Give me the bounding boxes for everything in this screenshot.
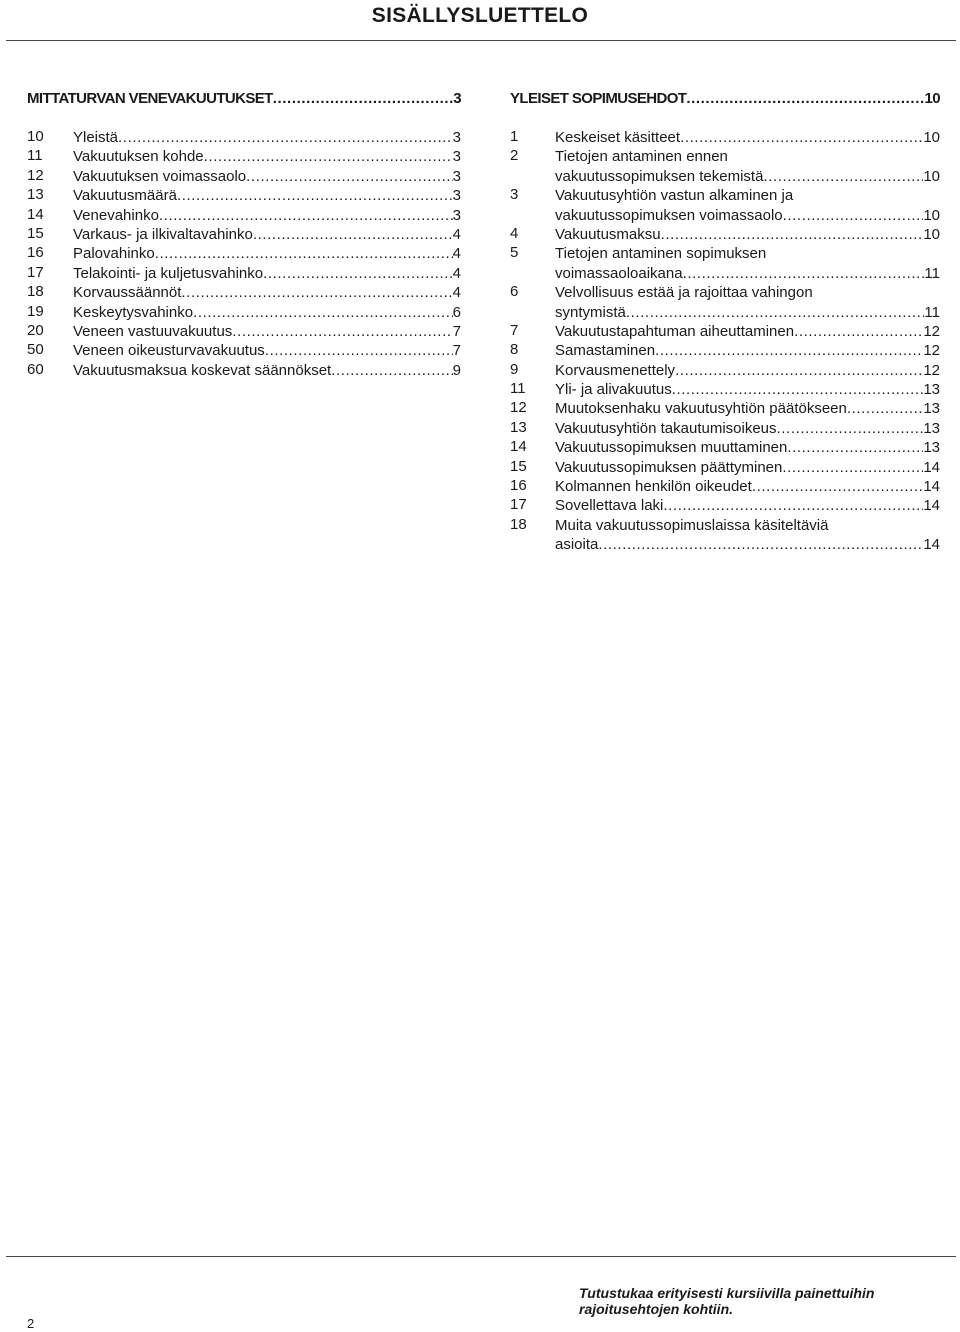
entry-title: Kolmannen henkilön oikeudet	[555, 478, 752, 496]
toc-entry[interactable]	[27, 244, 461, 263]
dot-leader	[663, 496, 923, 515]
entry-body	[555, 458, 940, 477]
toc-entry[interactable]	[510, 380, 940, 399]
entry-page: 6	[452, 303, 461, 321]
toc-entry[interactable]	[510, 186, 940, 225]
dot-leader	[204, 147, 453, 166]
dot-leader	[626, 303, 925, 322]
entry-page: 3	[452, 148, 461, 166]
entry-body	[73, 244, 461, 263]
entry-line	[73, 186, 461, 205]
entry-body	[555, 283, 940, 322]
entry-number: 2	[510, 147, 519, 165]
entry-number: 16	[27, 244, 44, 262]
entry-page: 12	[923, 342, 940, 360]
entry-number: 11	[27, 147, 43, 165]
entry-line	[555, 438, 940, 457]
entry-body	[555, 244, 940, 283]
toc-right-column	[510, 90, 940, 555]
toc-entry[interactable]	[510, 399, 940, 418]
dot-leader	[273, 91, 454, 106]
entry-number: 17	[510, 496, 527, 514]
entry-title: voimassaoloaikana	[555, 264, 683, 282]
entry-page: 13	[923, 381, 940, 399]
entry-page: 14	[923, 458, 940, 476]
toc-list	[27, 128, 461, 380]
footer-note: Tutustukaa erityisesti kursiivilla painettuihin rajoitusehtojen kohtiin.	[579, 1285, 875, 1317]
toc-entry[interactable]	[27, 128, 461, 147]
dot-leader	[246, 167, 453, 186]
dot-leader	[661, 225, 924, 244]
entry-page: 10	[923, 225, 940, 243]
dot-leader	[847, 399, 923, 418]
entry-body	[555, 438, 940, 457]
entry-title: Sovellettava laki	[555, 497, 664, 515]
entry-body	[73, 361, 461, 380]
dot-leader	[118, 128, 453, 147]
entry-title: Muita vakuutussopimuslaissa käsiteltäviä	[555, 516, 829, 534]
dot-leader	[752, 477, 924, 496]
section-title: YLEISET SOPIMUSEHDOT	[510, 90, 687, 107]
dot-leader	[783, 206, 924, 225]
entry-page: 3	[452, 129, 461, 146]
entry-number: 15	[510, 457, 527, 475]
toc-entry[interactable]	[510, 419, 940, 438]
entry-line	[73, 128, 461, 147]
entry-line	[73, 244, 461, 263]
footer-rule	[6, 1256, 956, 1257]
entry-page: 4	[452, 245, 461, 263]
entry-line	[555, 303, 940, 322]
entry-number: 12	[510, 399, 527, 417]
entry-page: 13	[923, 400, 940, 418]
entry-page: 13	[923, 439, 940, 457]
entry-line	[555, 341, 940, 360]
entry-number: 9	[510, 360, 519, 378]
dot-leader	[265, 341, 453, 360]
dot-leader	[177, 186, 453, 205]
toc-entry[interactable]	[27, 303, 461, 322]
toc-entry[interactable]	[510, 225, 940, 244]
entry-line	[555, 322, 940, 341]
dot-leader	[782, 458, 923, 477]
toc-entry[interactable]	[27, 341, 461, 360]
entry-title: Venevahinko	[73, 206, 159, 224]
entry-title: Keskeytysvahinko	[73, 303, 194, 321]
entry-page: 4	[452, 225, 461, 243]
entry-number: 14	[27, 205, 44, 223]
dot-leader	[675, 361, 923, 380]
dot-leader	[331, 361, 452, 380]
entry-title: Vakuutusyhtiön takautumisoikeus	[555, 419, 777, 437]
toc-list	[510, 128, 940, 555]
section-heading[interactable]	[27, 90, 461, 110]
entry-line	[555, 516, 940, 535]
entry-title: Vakuutusmäärä	[73, 187, 177, 205]
entry-body	[555, 225, 940, 244]
entry-page: 10	[923, 167, 940, 185]
entry-number: 6	[510, 283, 519, 301]
entry-body	[73, 322, 461, 341]
entry-line	[555, 167, 940, 186]
entry-line	[555, 128, 940, 147]
entry-page: 7	[452, 322, 461, 340]
entry-title: Korvaussäännöt	[73, 284, 182, 302]
entry-title: Vakuutusmaksua koskevat säännökset	[73, 361, 332, 379]
toc-left-column	[27, 90, 461, 380]
section-title: MITTATURVAN VENEVAKUUTUKSET	[27, 90, 273, 107]
entry-page: 3	[452, 206, 461, 224]
entry-title: Vakuutuksen voimassaolo	[73, 167, 247, 185]
entry-page: 10	[923, 206, 940, 224]
entry-body	[555, 496, 940, 515]
entry-line	[73, 322, 461, 341]
entry-body	[555, 128, 940, 147]
toc-entry[interactable]	[510, 496, 940, 515]
toc-entry[interactable]	[510, 322, 940, 341]
entry-title: Vakuutusyhtiön vastun alkaminen ja	[555, 187, 794, 205]
toc-entry[interactable]	[27, 361, 461, 380]
dot-leader	[155, 244, 453, 263]
dot-leader	[159, 206, 453, 225]
toc-entry[interactable]	[510, 516, 940, 555]
entry-line	[73, 341, 461, 360]
entry-title: Varkaus- ja ilkivaltavahinko	[73, 225, 253, 243]
entry-page: 12	[923, 322, 940, 340]
entry-line	[73, 361, 461, 380]
toc-entry[interactable]	[510, 477, 940, 496]
entry-title: Korvausmenettely	[555, 361, 676, 379]
toc-entry[interactable]	[27, 167, 461, 186]
entry-body	[555, 516, 940, 555]
entry-title: vakuutussopimuksen voimassaolo	[555, 206, 783, 224]
entry-title: Tietojen antaminen sopimuksen	[555, 245, 767, 263]
dot-leader	[253, 225, 453, 244]
page-title: SISÄLLYSLUETTELO	[371, 4, 589, 27]
entry-number: 1	[510, 128, 519, 145]
entry-title: Vakuutussopimuksen muuttaminen	[555, 439, 788, 457]
entry-number: 15	[27, 224, 44, 242]
entry-number: 7	[510, 321, 519, 339]
entry-line	[555, 244, 940, 263]
toc-entry[interactable]	[510, 128, 940, 147]
entry-number: 18	[27, 283, 44, 301]
entry-number: 11	[510, 380, 526, 398]
entry-page: 14	[923, 478, 940, 496]
entry-line	[73, 264, 461, 283]
entry-line	[555, 399, 940, 418]
toc-entry[interactable]	[510, 361, 940, 380]
entry-body	[555, 361, 940, 380]
entry-number: 3	[510, 186, 519, 204]
entry-line	[555, 496, 940, 515]
entry-page: 12	[923, 361, 940, 379]
entry-line	[555, 147, 940, 166]
entry-line	[555, 264, 940, 283]
entry-title: Keskeiset käsitteet	[555, 129, 681, 146]
entry-number: 18	[510, 515, 527, 533]
entry-title: Veneen vastuuvakuutus	[73, 322, 233, 340]
toc-entry[interactable]	[27, 283, 461, 302]
entry-line	[555, 458, 940, 477]
entry-body	[73, 206, 461, 225]
entry-line	[555, 419, 940, 438]
entry-line	[73, 303, 461, 322]
entry-title: syntymistä	[555, 303, 626, 321]
entry-body	[555, 399, 940, 418]
dot-leader	[193, 303, 453, 322]
entry-page: 3	[452, 167, 461, 185]
entry-number: 17	[27, 263, 44, 281]
entry-body	[73, 167, 461, 186]
toc-entry[interactable]	[27, 264, 461, 283]
entry-body	[73, 264, 461, 283]
entry-number: 16	[510, 477, 527, 495]
entry-page: 14	[923, 536, 940, 554]
dot-leader	[763, 167, 923, 186]
entry-body	[555, 419, 940, 438]
toc-entry[interactable]	[510, 438, 940, 457]
dot-leader	[683, 264, 925, 283]
entry-title: Vakuutustapahtuman aiheuttaminen	[555, 322, 795, 340]
entry-page: 11	[924, 264, 940, 282]
entry-body	[73, 128, 461, 147]
entry-body	[73, 147, 461, 166]
toc-entry[interactable]	[510, 244, 940, 283]
toc-entry[interactable]	[510, 283, 940, 322]
entry-line	[555, 186, 940, 205]
entry-title: Palovahinko	[73, 245, 155, 263]
dot-leader	[777, 419, 924, 438]
toc-entry[interactable]	[27, 186, 461, 205]
entry-body	[555, 341, 940, 360]
dot-leader	[598, 535, 923, 554]
entry-body	[555, 477, 940, 496]
entry-line	[555, 206, 940, 225]
entry-page: 13	[923, 419, 940, 437]
entry-number: 20	[27, 321, 44, 339]
entry-line	[73, 225, 461, 244]
entry-line	[73, 206, 461, 225]
entry-page: 3	[452, 187, 461, 205]
toc-entry[interactable]	[27, 225, 461, 244]
entry-line	[73, 283, 461, 302]
dot-leader	[655, 341, 923, 360]
entry-body	[555, 186, 940, 225]
entry-title: asioita	[555, 536, 599, 554]
entry-number: 50	[27, 341, 44, 359]
entry-line	[73, 147, 461, 166]
entry-line	[555, 361, 940, 380]
entry-number: 60	[27, 360, 44, 378]
entry-page: 11	[924, 303, 940, 321]
entry-title: Muutoksenhaku vakuutusyhtiön päätökseen	[555, 400, 847, 418]
dot-leader	[181, 283, 452, 302]
toc-entry[interactable]	[27, 206, 461, 225]
entry-page: 7	[452, 342, 461, 360]
entry-number: 5	[510, 244, 519, 262]
toc-entry[interactable]	[510, 147, 940, 186]
entry-title: Telakointi- ja kuljetusvahinko	[73, 264, 264, 282]
entry-body	[73, 341, 461, 360]
section-page: 3	[453, 90, 461, 107]
toc-entry[interactable]	[510, 458, 940, 477]
toc-entry[interactable]	[27, 147, 461, 166]
entry-page: 4	[452, 284, 461, 302]
entry-number: 19	[27, 302, 44, 320]
entry-number: 13	[510, 418, 527, 436]
dot-leader	[686, 91, 924, 106]
entry-body	[555, 147, 940, 186]
entry-line	[555, 225, 940, 244]
entry-number: 12	[27, 166, 44, 184]
entry-body	[555, 380, 940, 399]
entry-title: Velvollisuus estää ja rajoittaa vahingon	[555, 284, 813, 302]
section-page: 10	[924, 90, 940, 107]
entry-title: Vakuutussopimuksen päättyminen	[555, 458, 783, 476]
entry-number: 14	[510, 438, 527, 456]
entry-title: Yli- ja alivakuutus	[555, 381, 672, 399]
entry-page: 10	[923, 129, 940, 146]
section-heading[interactable]	[510, 90, 940, 110]
entry-title: Veneen oikeusturvavakuutus	[73, 342, 265, 360]
entry-title: vakuutussopimuksen tekemistä	[555, 167, 764, 185]
entry-title: Vakuutuksen kohde	[73, 148, 204, 166]
dot-leader	[680, 128, 923, 147]
dot-leader	[232, 322, 452, 341]
dot-leader	[672, 380, 924, 399]
dot-leader	[794, 322, 923, 341]
dot-leader	[263, 264, 453, 283]
entry-line	[555, 477, 940, 496]
entry-body	[555, 322, 940, 341]
entry-title: Tietojen antaminen ennen	[555, 148, 728, 166]
entry-page: 14	[923, 497, 940, 515]
entry-line	[73, 167, 461, 186]
entry-number: 10	[27, 128, 44, 145]
toc-entry[interactable]	[27, 322, 461, 341]
entry-title: Vakuutusmaksu	[555, 225, 661, 243]
entry-title: Samastaminen	[555, 342, 656, 360]
page-number: 2	[27, 1316, 35, 1331]
entry-page: 4	[452, 264, 461, 282]
toc-entry[interactable]	[510, 341, 940, 360]
entry-line	[555, 283, 940, 302]
entry-body	[73, 186, 461, 205]
dot-leader	[787, 438, 923, 457]
entry-body	[73, 283, 461, 302]
entry-line	[555, 380, 940, 399]
entry-number: 4	[510, 224, 519, 242]
entry-number: 8	[510, 341, 519, 359]
entry-body	[73, 303, 461, 322]
entry-number: 13	[27, 186, 44, 204]
header-rule	[6, 40, 956, 41]
entry-page: 9	[452, 361, 461, 379]
entry-title: Yleistä	[73, 129, 119, 146]
entry-body	[73, 225, 461, 244]
entry-line	[555, 535, 940, 554]
